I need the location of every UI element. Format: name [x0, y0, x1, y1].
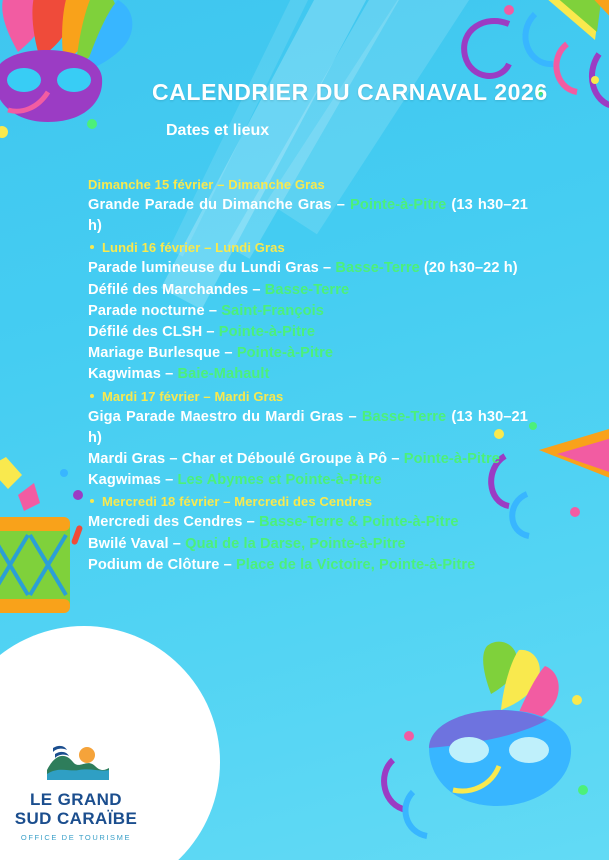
event-separator: –: [161, 366, 178, 383]
event-name: Mercredi des Cendres: [88, 514, 243, 531]
event-separator: –: [343, 408, 362, 425]
event-location: Baie-Mahault: [177, 366, 270, 383]
schedule-event: [88, 364, 528, 385]
schedule-event: [88, 258, 528, 279]
event-name: Giga Parade Maestro du Mardi Gras: [88, 408, 344, 425]
event-name: Mardi Gras – Char et Déboulé Groupe à Pô: [88, 451, 388, 468]
event-separator: –: [168, 535, 186, 552]
poster-header: [0, 0, 609, 168]
event-name: Kagwimas: [88, 366, 161, 383]
tourism-office-logo-badge: [0, 626, 220, 860]
event-name: Parade nocturne: [88, 302, 205, 319]
island-landscape-logo-icon: [39, 740, 113, 786]
schedule-event: [88, 322, 528, 343]
schedule-event: [88, 534, 528, 555]
event-separator: –: [202, 324, 219, 341]
event-location: Basse-Terre & Pointe-à-Pitre: [259, 514, 459, 531]
event-name: Grande Parade du Dimanche Gras: [88, 197, 332, 213]
schedule-day-heading: [88, 237, 528, 258]
event-separator: –: [387, 451, 404, 468]
event-location: Basse-Terre: [361, 408, 447, 425]
event-separator: –: [248, 281, 265, 298]
event-name: Podium de Clôture: [88, 556, 220, 573]
event-location: Les Abymes et Pointe-à-Pitre: [177, 472, 382, 489]
event-time: (13 h30–21 h): [88, 408, 528, 446]
logo-tagline: OFFICE DE TOURISME: [20, 833, 132, 842]
event-location: Pointe-à-Pitre: [350, 197, 447, 213]
schedule-event: [88, 195, 528, 237]
schedule-event: [88, 449, 528, 470]
schedule-day-label: Dimanche 15 février – Dimanche Gras: [88, 177, 325, 192]
event-location: Basse-Terre: [264, 281, 350, 298]
event-name: Défilé des Marchandes: [88, 281, 249, 298]
event-separator: –: [161, 472, 178, 489]
event-name: Bwilé Vaval: [88, 535, 169, 552]
event-location: Pointe-à-Pitre: [218, 324, 316, 341]
schedule-event: [88, 470, 528, 491]
schedule-day-heading: [88, 386, 528, 407]
event-location: Quai de la Darse, Pointe-à-Pitre: [185, 535, 406, 552]
event-name: Parade lumineuse du Lundi Gras: [88, 260, 319, 277]
schedule-event: [88, 301, 528, 322]
event-separator: –: [318, 260, 336, 277]
schedule-event: [88, 280, 528, 301]
event-name: Défilé des CLSH: [88, 324, 203, 341]
event-separator: –: [242, 514, 260, 531]
schedule-event: [88, 407, 528, 449]
schedule-day-label: Mercredi 18 février – Mercredi des Cendres: [102, 494, 373, 510]
schedule-event: [88, 512, 528, 533]
carnival-mask-icon: [369, 640, 599, 850]
event-separator: –: [204, 302, 222, 319]
bullet-icon: [90, 499, 94, 503]
logo-line-1: LE GRAND: [30, 790, 122, 809]
schedule-day-label: Mardi 17 février – Mardi Gras: [102, 388, 284, 404]
page-title: CALENDRIER DU CARNAVAL 2026: [152, 79, 548, 105]
carnival-drum-icon: [0, 455, 98, 635]
event-location: Place de la Victoire, Pointe-à-Pitre: [235, 556, 476, 573]
event-name: Mariage Burlesque: [88, 345, 221, 362]
event-separator: –: [331, 197, 351, 213]
event-location: Pointe-à-Pitre: [403, 451, 501, 468]
event-time: (20 h30–22 h): [419, 260, 518, 277]
event-name: Kagwimas: [88, 472, 161, 489]
event-location: Basse-Terre: [335, 260, 420, 277]
event-separator: –: [220, 345, 237, 362]
event-location: Pointe-à-Pitre: [236, 345, 334, 362]
schedule-day-label: Lundi 16 février – Lundi Gras: [102, 240, 285, 256]
logo-line-2: SUD CARAÏBE: [14, 809, 138, 828]
event-time: (13 h30–21 h): [88, 197, 528, 235]
schedule-event: [88, 343, 528, 364]
schedule-day-heading: [88, 174, 528, 195]
schedule-day-heading: [88, 491, 528, 512]
schedule-event: [88, 555, 528, 576]
bullet-icon: [90, 245, 94, 249]
schedule-list: [88, 174, 528, 576]
page-subtitle: Dates et lieux: [166, 122, 270, 139]
event-separator: –: [219, 556, 236, 573]
event-location: Saint-François: [221, 302, 324, 319]
bullet-icon: [90, 394, 94, 398]
